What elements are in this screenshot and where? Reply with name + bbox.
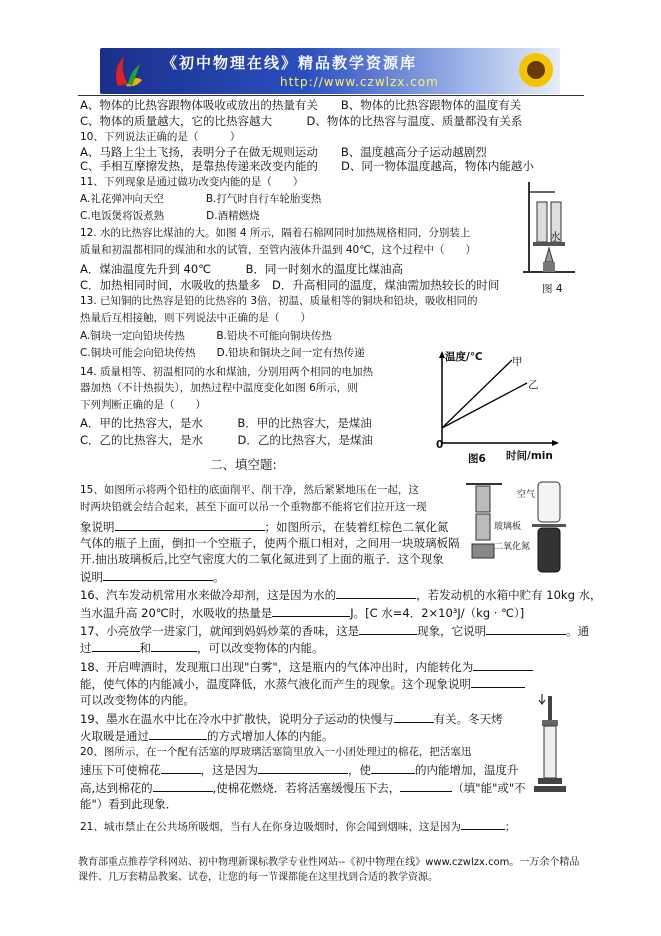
figure-6-caption: 图6 <box>468 453 486 465</box>
q20-text-d: 的内能增加，温度升 <box>415 763 519 777</box>
q19-line-2 <box>80 728 334 743</box>
q20-blank-4[interactable] <box>153 780 213 792</box>
q9-options-ab: A、物体的比热容跟物体吸收或放出的热量有关 B、物体的比热容跟物体的温度有关 <box>80 98 522 112</box>
q20-blank-5[interactable] <box>400 780 452 792</box>
q16-blank-2[interactable] <box>272 605 350 617</box>
q14-options-ab: A．甲的比热容大，是水 B．甲的比热容大，是煤油 <box>80 416 372 430</box>
q18-line-3: 可以改变物体的内能。 <box>80 693 195 707</box>
q20-text-e: 高,达到棉花的 <box>80 781 153 795</box>
q19-line-1 <box>80 711 503 726</box>
q19-text-c: 火取暖是通过 <box>80 729 149 743</box>
q16-text-d: J。[C 水=4．2×10³J/（kg · ℃）] <box>350 606 525 620</box>
figure-4-water-tag: 水 <box>550 231 561 243</box>
q12-stem-2: 质量和初温都相同的煤油和水的试管，至管内液体升温到 40℃，这个过程中（ ） <box>80 244 476 256</box>
q17-text-e: 和 <box>139 641 151 655</box>
q19-text-d: 的方式增加人体的内能。 <box>207 729 334 743</box>
q17-text-c: 。通 <box>566 624 590 638</box>
figure-6-series-b: 乙 <box>528 379 539 391</box>
banner-title: 《初中物理在线》精品教学资源库 <box>162 54 418 72</box>
q17-blank-1[interactable] <box>359 623 417 635</box>
q21-text-b: ； <box>504 821 516 833</box>
q20-blank-3[interactable] <box>371 762 415 774</box>
q17-blank-3[interactable] <box>92 640 140 652</box>
figure-15-no2-label: 二氧化氮 <box>494 542 531 552</box>
figure-6-series-a: 甲 <box>512 356 523 368</box>
sunflower-icon <box>516 50 556 90</box>
q20-line-3 <box>80 780 526 795</box>
q13-stem-1: 13. 已知铜的比热容是铅的比热容的 3倍，初温、质量相等的铜块和铅块，吸收相同的 <box>80 295 478 307</box>
q20-text-f: ,使棉花燃烧．若将活塞缓慢压下去， <box>212 781 401 795</box>
q11-stem: 11、下列现象是通过做功改变内能的是（ ） <box>80 176 304 188</box>
q12-options-ab: A．煤油温度先升到 40℃ B．同一时刻水的温度比煤油高 <box>80 262 403 276</box>
q17-line-1 <box>80 623 589 638</box>
q20-text-a: 速压下可使棉花 <box>80 763 161 777</box>
q14-stem-3: 下列判断正确的是（ ） <box>80 399 206 411</box>
q19-text-a: 19、墨水在温水中比在冷水中扩散快，说明分子运动的快慢与 <box>80 712 394 726</box>
q12-stem-1: 12. 水的比热容比煤油的大。如图 4 所示，隔着石棉网同时加热规格相同，分别装上 <box>80 227 471 239</box>
q18-text-a: 18、开启啤酒时，发现瓶口出现"白雾"，这是瓶内的气体冲出时，内能转化为 <box>80 660 474 674</box>
q13-stem-2: 热量后互相接触，则下列说法中正确的是（ ） <box>80 312 311 324</box>
q17-text-d: 过 <box>80 641 92 655</box>
q21-blank-1[interactable] <box>461 818 505 830</box>
banner-url: http://www.czwlzx.com <box>280 75 439 89</box>
q10-options-cd: C、手相互摩擦发热，是靠热传递来改变内能的 D、同一物体温度越高，物体内能越小 <box>80 159 534 173</box>
q12-options-cd: C．加热相同时间，水吸收的热量多 D．升高相同的温度，煤油需加热较长的时间 <box>80 278 500 292</box>
q15-blank-2[interactable] <box>103 569 213 581</box>
figure-15-air-label: 空气 <box>517 490 536 500</box>
figure-4-caption: 图 4 <box>542 283 563 295</box>
q15-line-4: 气体的瓶子上面，倒扣一个空瓶子，使两个瓶口相对，之间用一块玻璃板隔 <box>80 536 460 550</box>
q20-text-g: （填"能"或"不 <box>452 781 526 795</box>
q9-options-cd: C、物体的质量越大，它的比热容越大 D、物体的比热容与温度、质量都没有关系 <box>80 114 523 128</box>
q18-line-2 <box>80 676 525 691</box>
q15-text-d: 。 <box>213 570 225 584</box>
q20-blank-2[interactable] <box>258 762 348 774</box>
figure-6-ylabel: 温度/℃ <box>445 351 483 363</box>
section-title-fill-blank: 二、填空题: <box>210 457 277 472</box>
q14-stem-1: 14. 质量相等、初温相同的水和煤油，分别用两个相同的电加热 <box>80 366 374 378</box>
header-banner <box>100 48 560 94</box>
q10-stem: 10、下列说法正确的是（ ） <box>80 131 241 143</box>
q21-text-a: 21、城市禁止在公共场所吸烟，当有人在你身边吸烟时，你会闻到烟味，这是因为 <box>80 821 461 833</box>
q17-blank-4[interactable] <box>151 640 197 652</box>
q15-line-5: 开.抽出玻璃板后,比空气密度大的二氧化氮进到了上面的瓶子．这个现象 <box>80 552 444 566</box>
q19-blank-2[interactable] <box>149 728 207 740</box>
q16-line-2 <box>80 605 524 620</box>
q16-text-c: 当水温升高 20℃时，水吸收的热量是 <box>80 606 273 620</box>
q16-blank-1[interactable] <box>336 587 416 599</box>
q15-line-3 <box>80 519 449 534</box>
q16-text-b: ，若发动机的水箱中贮有 10kg 水， <box>416 588 602 602</box>
q20-text-b: ，这是因为 <box>200 763 258 777</box>
q13-options-cd: C.铜块可能会向铅块传热 D.铅块和铜块之间一定有热传递 <box>80 347 365 359</box>
q16-line-1 <box>80 587 602 602</box>
q20-text-c: ，使 <box>348 763 371 777</box>
q15-text-b: ；如图所示，在装着红棕色二氧化氮 <box>264 520 449 534</box>
q14-options-cd: C．乙的比热容大，是水 D．乙的比热容大，是煤油 <box>80 433 373 447</box>
q18-text-b: 能，使气体的内能减小，温度降低，水蒸气液化而产生的现象。这个现象说明 <box>80 677 471 691</box>
q16-text-a: 16、汽车发动机常用水来做冷却剂，这是因为水的 <box>80 588 337 602</box>
q17-blank-2[interactable] <box>486 623 566 635</box>
q15-line-1: 15、如图所示将两个铅柱的底面削平、削干净，然后紧紧地压在一起，这 <box>80 484 419 496</box>
q15-text-a: 象说明 <box>80 520 115 534</box>
q18-blank-2[interactable] <box>471 676 525 688</box>
q13-options-ab: A.铜块一定向铅块传热 B.铅块不可能向铜块传热 <box>80 330 332 342</box>
q18-blank-1[interactable] <box>473 659 533 671</box>
figure-6-xlabel: 时间/min <box>506 450 553 462</box>
q17-text-f: ，可以改变物体的内能。 <box>197 641 324 655</box>
q17-line-2 <box>80 640 324 655</box>
logo-icon <box>110 50 146 90</box>
q14-stem-2: 器加热（不计热损失），加热过程中温度变化如图 6所示，则 <box>80 382 358 394</box>
q15-line-6 <box>80 569 225 584</box>
q18-line-1 <box>80 659 533 674</box>
figure-6-origin: 0 <box>436 439 444 451</box>
header-rule <box>78 95 584 96</box>
q15-line-2: 时两块铅就会结合起来，甚至下面可以吊一个重物都不能将它们拉开这一现 <box>80 501 427 513</box>
q11-options-cd: C.电饭煲将饭煮熟 D.酒精燃烧 <box>80 210 260 222</box>
q21-line-1 <box>80 818 515 834</box>
q20-line-4: 能"）看到此现象． <box>80 797 178 811</box>
q11-options-ab: A.礼花弹冲向天空 B.打气时自行车轮胎变热 <box>80 193 322 205</box>
q20-line-1: 20、图所示，在一个配有活塞的厚玻璃活塞筒里放入一小团处理过的棉花，把活塞迅 <box>80 746 472 758</box>
q17-text-b: 现象，它说明 <box>417 624 487 638</box>
q20-blank-1[interactable] <box>161 762 201 774</box>
figure-20-piston <box>532 690 572 798</box>
figure-15-glass-label: 玻璃板 <box>494 522 522 532</box>
q15-blank-1[interactable] <box>115 519 265 531</box>
q15-text-c: 说明 <box>80 570 103 584</box>
q10-options-ab: A、马路上尘土飞扬，表明分子在做无规则运动 B、温度越高分子运动越剧烈 <box>80 145 487 159</box>
footer-notice: 教育部重点推荐学科网站、初中物理新课标教学专业性网站--《初中物理在线》www.czwlzx.com。一万余个精品课件、几万套精品教案、试卷，让您的每一节课都能在这里找到合适的教学资源。 <box>78 857 580 883</box>
q17-text-a: 17、小亮放学一进家门，就闻到妈妈炒菜的香味，这是 <box>80 624 360 638</box>
q19-text-b: 有关。冬天烤 <box>433 712 503 726</box>
q19-blank-1[interactable] <box>394 711 434 723</box>
q20-line-2 <box>80 762 519 777</box>
